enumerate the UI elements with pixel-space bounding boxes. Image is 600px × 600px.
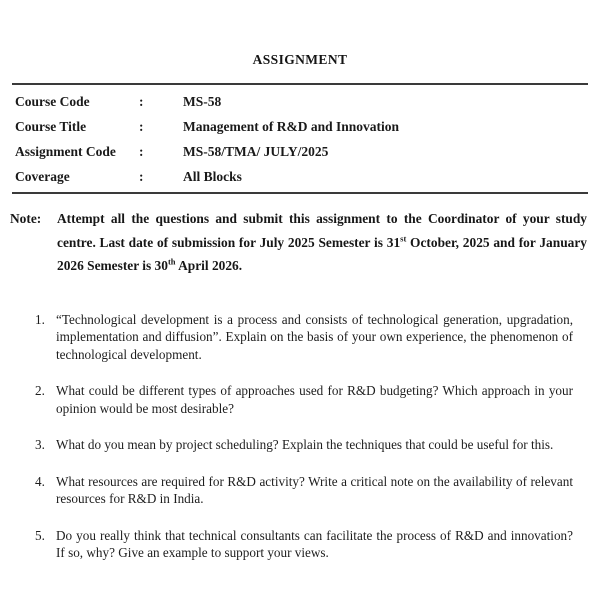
separator-colon: :: [139, 93, 144, 109]
ordinal-superscript: st: [400, 233, 407, 244]
question-number: 1.: [35, 311, 45, 327]
course-title-value: Management of R&D and Innovation: [183, 118, 400, 134]
question-item-3: [35, 436, 573, 454]
course-title-label: Course Title: [15, 118, 87, 134]
assignment-code-value: MS-58/TMA/ JULY/2025: [183, 143, 329, 159]
page-title: ASSIGNMENT: [252, 52, 348, 67]
separator-colon: :: [139, 118, 144, 134]
note-text-part1: Attempt all the questions and submit this assignment to the Coordinator of your study centre. Last date of submission for July 2025 Semester is 31: [57, 211, 587, 250]
submission-note: [10, 207, 587, 278]
course-info-table: [12, 83, 588, 194]
note-text: [57, 207, 587, 278]
question-number: 5.: [35, 527, 45, 543]
note-text-part2: October, 2025 and for January 2026 Semester is 30: [57, 234, 587, 273]
table-row-coverage: [12, 164, 588, 189]
question-item-2: [35, 382, 573, 417]
ordinal-superscript: th: [167, 256, 176, 267]
question-item-5: [35, 527, 573, 562]
question-item-1: [35, 311, 573, 364]
course-code-value: MS-58: [183, 93, 222, 109]
note-text-part3: April 2026.: [175, 258, 243, 273]
question-text: Do you really think that technical consultants can facilitate the process of R&D and innovation? If so, why? Give an example to support your views.: [56, 527, 573, 560]
course-code-label: Course Code: [15, 93, 90, 109]
table-row-assignment-code: [12, 139, 588, 164]
coverage-label: Coverage: [15, 168, 70, 184]
coverage-value: All Blocks: [183, 168, 242, 184]
table-row-course-code: [12, 89, 588, 114]
question-number: 4.: [35, 473, 45, 489]
question-text: What do you mean by project scheduling? Explain the techniques that could be useful for this.: [56, 437, 554, 452]
question-number: 3.: [35, 437, 45, 452]
question-item-4: [35, 473, 573, 508]
separator-colon: :: [139, 168, 144, 184]
question-text: What could be different types of approaches used for R&D budgeting? Which approach in your opinion would be most desirable?: [56, 383, 573, 416]
note-label: Note:: [10, 211, 42, 226]
question-list: [35, 311, 573, 562]
separator-colon: :: [139, 143, 144, 159]
question-number: 2.: [35, 383, 45, 398]
question-text: What resources are required for R&D activity? Write a critical note on the availability of relevant resources for R&D in India.: [56, 473, 573, 506]
assignment-code-label: Assignment Code: [15, 143, 116, 159]
table-row-course-title: [12, 114, 588, 139]
question-text: “Technological development is a process and consists of technological generation, upgradation, implementation and diffusion”. Explain on the basis of your own experience, the phenomenon of technological development.: [56, 311, 573, 362]
